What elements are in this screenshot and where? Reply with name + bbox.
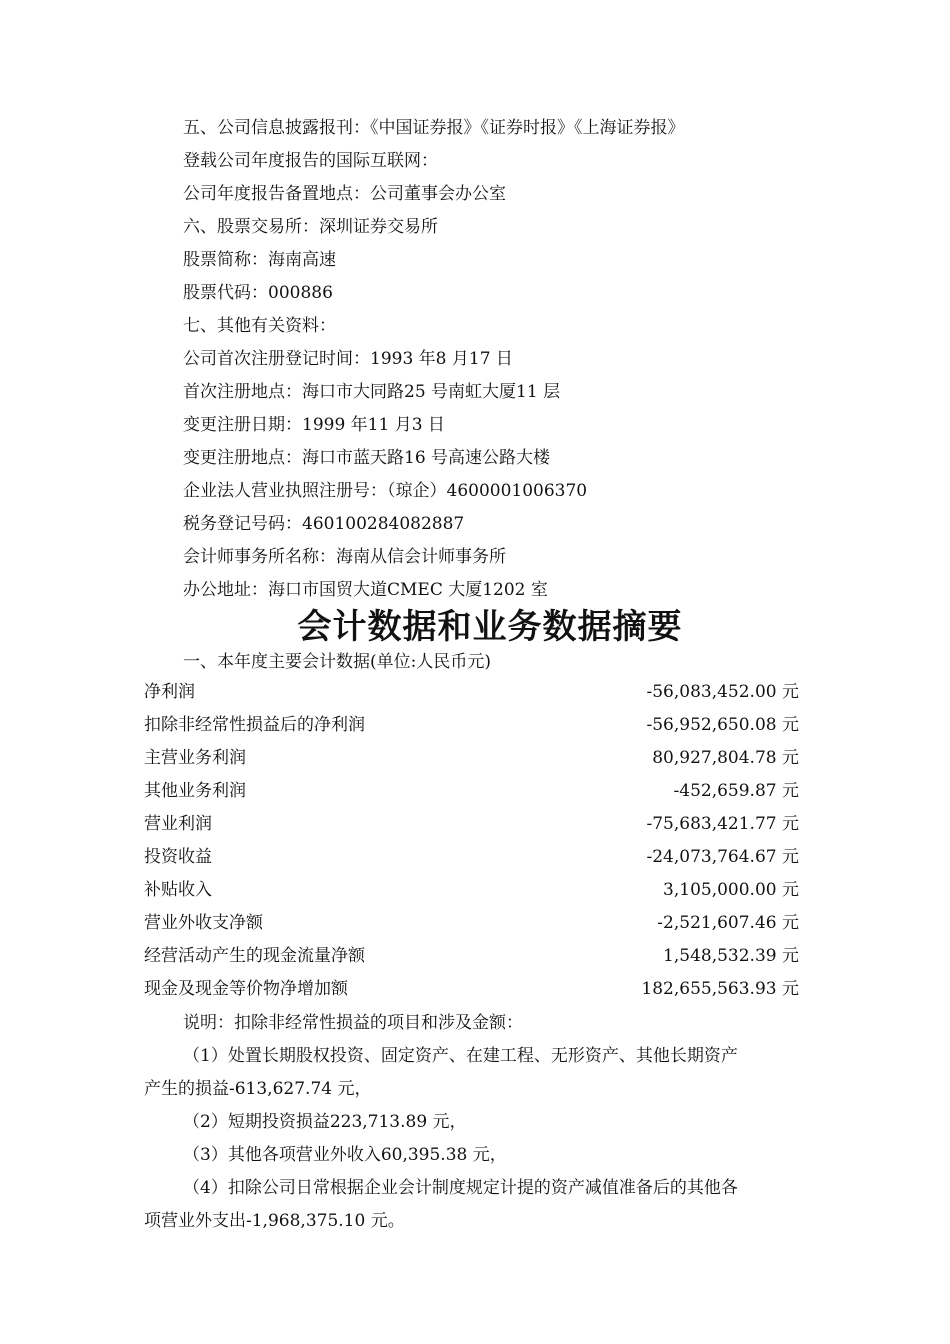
- data-value: -56,952,650.08 元: [646, 715, 799, 735]
- info-tax-registration: 税务登记号码：460100284082887: [183, 514, 465, 534]
- data-label: 现金及现金等价物净增加额: [144, 979, 348, 999]
- data-row-main-business-profit: [144, 746, 799, 770]
- data-value: -2,521,607.46 元: [657, 913, 799, 933]
- info-internet-site: 登载公司年度报告的国际互联网：: [183, 151, 438, 171]
- data-row-operating-cash-flow: [144, 944, 799, 968]
- note-item3: （3）其他各项营业外收入60,395.38 元，: [183, 1145, 507, 1165]
- note-item4-line1: （4）扣除公司日常根据企业会计制度规定计提的资产减值准备后的其他各: [183, 1178, 738, 1198]
- data-value: -56,083,452.00 元: [646, 682, 799, 702]
- data-label: 营业外收支净额: [144, 913, 263, 933]
- info-stock-code: 股票代码：000886: [183, 283, 333, 303]
- data-row-net-profit: [144, 680, 799, 704]
- data-row-operating-profit: [144, 812, 799, 836]
- data-row-investment-income: [144, 845, 799, 869]
- data-value: -75,683,421.77 元: [646, 814, 799, 834]
- info-disclosure-press: 五、公司信息披露报刊：《中国证券报》《证券时报》《上海证券报》: [183, 118, 685, 138]
- data-label: 补贴收入: [144, 880, 212, 900]
- data-value: 80,927,804.78 元: [652, 748, 799, 768]
- note-item1-line2: 产生的损益-613,627.74 元，: [144, 1079, 372, 1099]
- data-label: 投资收益: [144, 847, 212, 867]
- info-first-registration-address: 首次注册地点：海口市大同路25 号南虹大厦11 层: [183, 382, 561, 402]
- info-first-registration-date: 公司首次注册登记时间：1993 年8 月17 日: [183, 349, 513, 369]
- data-value: -24,073,764.67 元: [646, 847, 799, 867]
- info-stock-exchange: 六、股票交易所：深圳证券交易所: [183, 217, 438, 237]
- data-row-net-profit-excl: [144, 713, 799, 737]
- data-row-subsidy-income: [144, 878, 799, 902]
- note-item1-line1: （1）处置长期股权投资、固定资产、在建工程、无形资产、其他长期资产: [183, 1046, 738, 1066]
- info-change-registration-date: 变更注册日期：1999 年11 月3 日: [183, 415, 445, 435]
- info-other-heading: 七、其他有关资料：: [183, 316, 336, 336]
- info-report-location: 公司年度报告备置地点：公司董事会办公室: [183, 184, 506, 204]
- info-office-address: 办公地址：海口市国贸大道CMEC 大厦1202 室: [183, 580, 548, 600]
- note-item2: （2）短期投资损益223,713.89 元，: [183, 1112, 467, 1132]
- note-item4-line2: 项营业外支出-1,968,375.10 元。: [144, 1211, 405, 1231]
- data-value: -452,659.87 元: [673, 781, 799, 801]
- data-value: 3,105,000.00 元: [663, 880, 799, 900]
- section-title: 会计数据和业务数据摘要: [297, 607, 683, 647]
- info-stock-abbreviation: 股票简称：海南高速: [183, 250, 336, 270]
- data-value: 1,548,532.39 元: [663, 946, 799, 966]
- sub-heading: 一、本年度主要会计数据(单位:人民币元): [183, 652, 491, 672]
- data-label: 营业利润: [144, 814, 212, 834]
- info-accounting-firm: 会计师事务所名称：海南从信会计师事务所: [183, 547, 506, 567]
- data-label: 净利润: [144, 682, 195, 702]
- data-value: 182,655,563.93 元: [641, 979, 799, 999]
- data-label: 经营活动产生的现金流量净额: [144, 946, 365, 966]
- notes-intro: 说明：扣除非经常性损益的项目和涉及金额：: [183, 1013, 523, 1033]
- info-business-license: 企业法人营业执照注册号：（琼企）4600001006370: [183, 481, 588, 501]
- data-label: 其他业务利润: [144, 781, 246, 801]
- data-row-non-operating-net: [144, 911, 799, 935]
- data-row-other-business-profit: [144, 779, 799, 803]
- info-change-registration-address: 变更注册地点：海口市蓝天路16 号高速公路大楼: [183, 448, 551, 468]
- data-row-cash-increase: [144, 977, 799, 1001]
- data-label: 主营业务利润: [144, 748, 246, 768]
- data-label: 扣除非经常性损益后的净利润: [144, 715, 365, 735]
